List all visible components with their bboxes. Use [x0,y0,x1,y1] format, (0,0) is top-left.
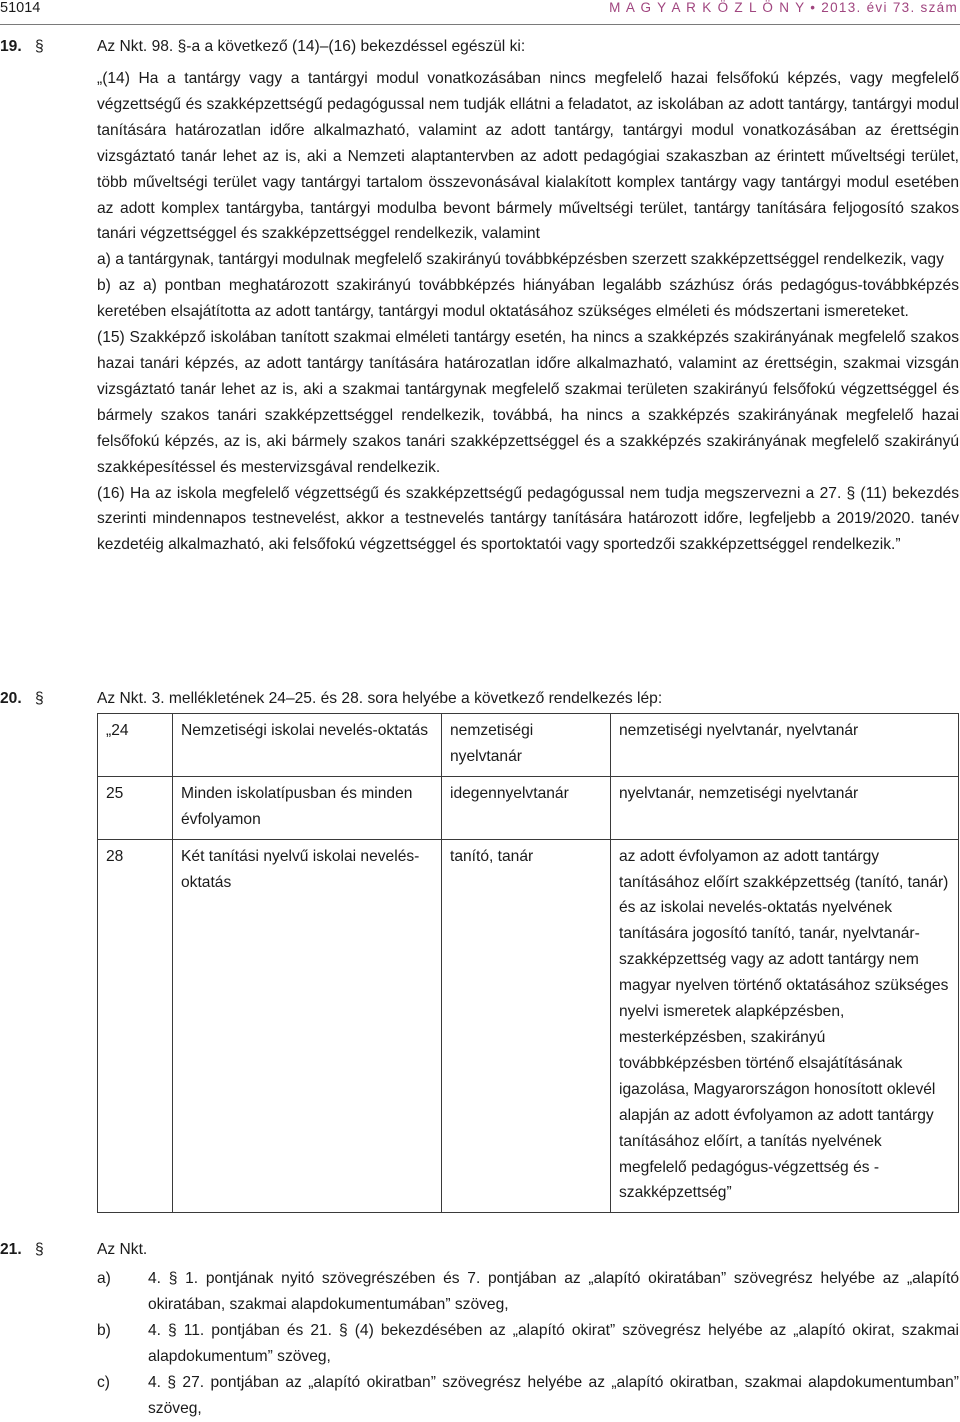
qualification-cell: nyelvtanár, nemzetiségi nyelvtanár [611,776,959,839]
subject-cell: tanító, tanár [442,839,611,1213]
annex-3-table [97,713,959,1213]
paragraph-14: „(14) Ha a tantárgy vagy a tantárgyi modul vonatkozásában nincs megfelelő hazai felsőfokú képzés, vagy megfelelő végzettségű és szakképzettségű pedagógussal nem tudják ellátni a feladatot, az iskolában az adott tantárgy, tantárgyi modul tanítására határozatlan időre alkalmazható, valamint az adott tantárgy, tantárgyi modul vonatkozásában az érettségin vizsgáztató tanár lehet az is, aki a Nemzeti alaptantervben az adott pedagógiai szakaszban az érintett műveltségi terület, több műveltségi terület vagy tantárgyi tartalom összevonásával kialakított komplex tantárgy vagy tantárgyi modul esetében az adott komplex tantárgyba, tantárgyi modulba bevont bármely műveltségi terület, tantárgy tanítására feljogosító szakos tanári végzettséggel és szakképzettséggel rendelkezik, valamint [97,70,959,243]
section-19-number: 19. [0,38,22,55]
row-number-cell: „24 [98,714,173,777]
section-21-number: 21. [0,1241,22,1258]
section-20-mark: § [35,690,44,707]
page-number: 51014 [0,0,41,16]
section-20-intro: Az Nkt. 3. mellékletének 24–25. és 28. sora helyébe a következő rendelkezés lép: [97,690,663,707]
item-label: c) [97,1374,110,1391]
qualification-cell: nemzetiségi nyelvtanár, nyelvtanár [611,714,959,777]
section-21-intro: Az Nkt. [97,1241,148,1258]
school-type-cell: Nemzetiségi iskolai nevelés-oktatás [173,714,442,777]
paragraph-16: (16) Ha az iskola megfelelő végzettségű és szakképzettségű pedagógussal nem tudja megszervezni a 27. § (11) bekezdés szerinti mindennapos testnevelést, akkor a testnevelés tantárgy tanítására határozott időre, legfeljebb a 2019/2020. tanév kezdetéig alkalmazható, aki felsőfokú végzettséggel és sportoktatói vagy sportedzői szakképzettséggel rendelkezik.” [97,484,959,554]
section-20-number: 20. [0,690,22,707]
header-divider [0,24,960,25]
table-row [98,839,959,1213]
item-text: 4. § 27. pontjában az „alapító okiratban” szövegrész helyébe az „alapító okiratban, szakmai alapdokumentumban” szöveg, [148,1374,959,1417]
page-header [0,0,960,20]
subject-cell: idegennyelvtanár [442,776,611,839]
item-text: 4. § 11. pontjában és 21. § (4) bekezdésében az „alapító okirat” szövegrész helyébe az „alapító okirat, szakmai alapdokumentum” szöveg, [148,1322,959,1365]
journal-title: M A G Y A R K Ö Z L Ö N Y • 2013. évi 73. szám [609,0,958,15]
qualification-cell: az adott évfolyamon az adott tantárgy tanításához előírt szakképzettség (tanító, tanár) és az iskolai nevelés-oktatás nyelvének tanítására jogosító tanító, tanár, nyelvtanár-szakképzettség vagy az adott tantárgy nem magyar nyelven történő oktatásához szükséges nyelvi ismeretek alapképzésben, mesterképzésben, szakirányú továbbképzésben történő elsajátításának igazolása, Magyarországon honosított oklevél alapján az adott évfolyamon az adott tantárgy tanításához előírt, a tanítás nyelvének megfelelő pedagógus-végzettség és -szakképzettség” [611,839,959,1213]
section-19-intro: Az Nkt. 98. §-a a következő (14)–(16) bekezdéssel egészül ki: [97,38,526,55]
item-label: b) [97,1322,111,1339]
table-row [98,776,959,839]
item-label: a) [97,1270,111,1287]
paragraph-14-b: b) az a) pontban meghatározott szakirányú továbbképzés hiányában legalább százhúsz órás pedagógus-továbbképzés keretében elsajátította az adott tantárgy, tantárgyi modul oktatásához szükséges elméleti és módszertani ismereteket. [97,277,959,321]
row-number-cell: 28 [98,839,173,1213]
item-text: 4. § 1. pontjának nyitó szövegrészében és 7. pontjában az „alapító okiratában” szövegrész helyébe az „alapító okiratában, szakmai alapdokumentumában” szöveg, [148,1270,959,1313]
table-row [98,714,959,777]
row-number-cell: 25 [98,776,173,839]
paragraph-15: (15) Szakképző iskolában tanított szakmai elméleti tantárgy esetén, ha nincs a szakképzés szakirányának megfelelő szakos hazai tanári képzés, az adott tantárgy tanítására határozatlan időre alkalmazható, valamint az érettségin, szakmai vizsgán vizsgáztató tanár lehet az is, aki a szakmai tantárgynak megfelelő szakmai területen szakirányú felsőfokú végzettséggel és bármely szakos tanári szakképzettséggel rendelkezik, továbbá, ha nincs a szakképzés szakirányának megfelelő hazai felsőfokú képzés, az is, aki bármely szakos tanári szakképzettséggel és a szakképzés szakirányának megfelelő szakirányú szakképesítéssel és mestervizsgával rendelkezik. [97,329,959,476]
subject-cell: nemzetiségi nyelvtanár [442,714,611,777]
section-19-mark: § [35,38,44,55]
school-type-cell: Két tanítási nyelvű iskolai nevelés-oktatás [173,839,442,1213]
paragraph-14-a: a) a tantárgynak, tantárgyi modulnak megfelelő szakirányú továbbképzésben szerzett szakképzettséggel rendelkezik, vagy [97,251,944,269]
section-21-mark: § [35,1241,44,1258]
school-type-cell: Minden iskolatípusban és minden évfolyamon [173,776,442,839]
section-19-body [97,66,959,558]
